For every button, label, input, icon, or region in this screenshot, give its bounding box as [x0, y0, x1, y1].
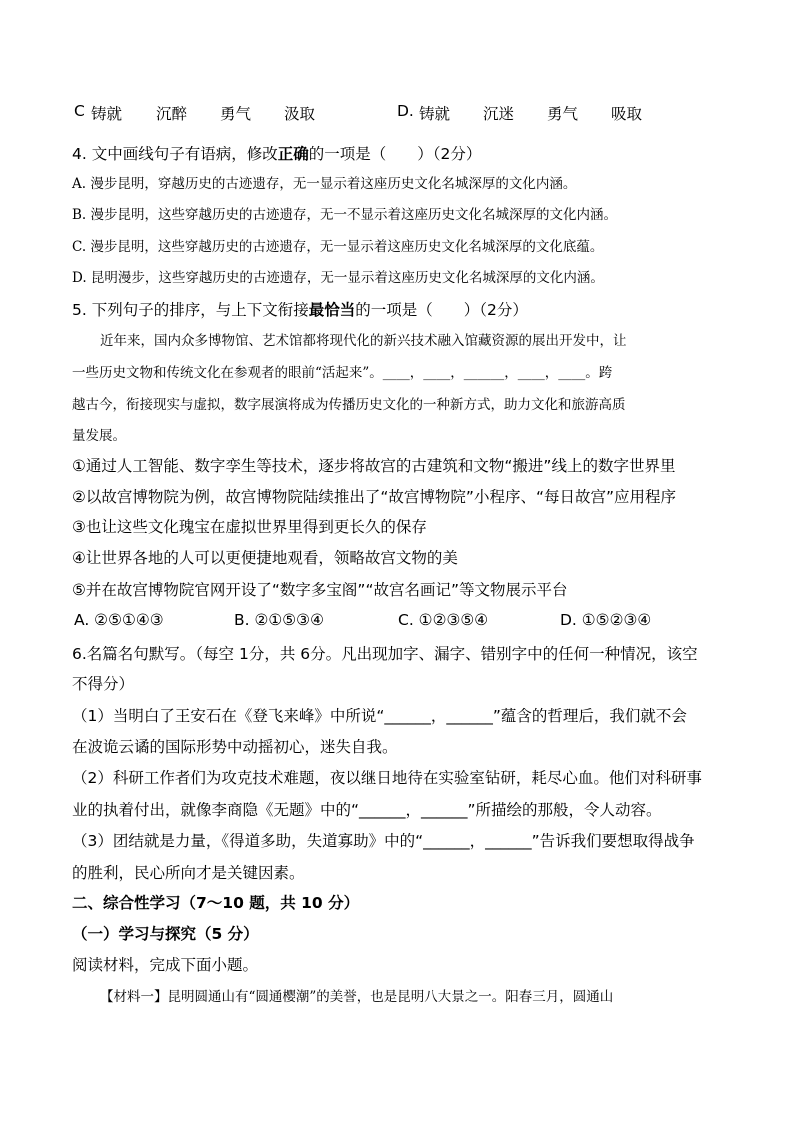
q4-option-c: C. 漫步昆明，这些穿越历史的古迹遗存，无一显示着这座历史文化名城深厚的文化底蕴。	[72, 239, 604, 255]
q5-passage-line-1: 近年来，国内众多博物馆、艺术馆都将现代化的新兴技术融入馆藏资源的展出开发中，让	[100, 333, 627, 349]
q5-choice-c: C. ①②③⑤④	[398, 611, 489, 629]
q4-option-d: D. 昆明漫步，这些穿越历史的古迹遗存，无一显示着这座历史文化名城深厚的文化内涵。	[72, 270, 604, 286]
q3-options-row	[0, 102, 794, 124]
q3-option-d-word-3: 勇气	[547, 105, 579, 123]
q5-sentence-1: ①通过人工智能、数字孪生等技术，逐步将故宫的古建筑和文物“搬进”线上的数字世界里	[72, 457, 676, 475]
q5-choice-b: B. ②①⑤③④	[234, 611, 324, 629]
q3-option-c-word-1: 铸就	[91, 105, 123, 123]
q4-stem-text: 4. 文中画线句子有语病，修改	[72, 145, 278, 163]
q4-stem-emphasis: 正确	[277, 145, 309, 163]
q4-option-a: A. 漫步昆明，穿越历史的古迹遗存，无一显示着这座历史文化名城深厚的文化内涵。	[72, 176, 577, 192]
section-2-instruction: 阅读材料，完成下面小题。	[72, 956, 259, 974]
q5-sentence-3: ③也让这些文化瑰宝在虚拟世界里得到更长久的保存	[72, 518, 427, 536]
q5-stem-text: 5. 下列句子的排序，与上下文衔接	[72, 301, 309, 319]
q5-choice-a: A. ②⑤①④③	[74, 611, 164, 629]
q5-sentence-5: ⑤并在故宫博物院官网开设了“数字多宝阁”“故宫名画记”等文物展示平台	[72, 581, 568, 599]
q6-item-1-line-2: 在波诡云谲的国际形势中动摇初心，迷失自我。	[72, 738, 398, 756]
q5-passage-line-3: 越古今，衔接现实与虚拟，数字展演将成为传播历史文化的一种新方式，助力文化和旅游高质	[72, 397, 626, 413]
q4-option-b: B. 漫步昆明，这些穿越历史的古迹遗存，无一不显示着这座历史文化名城深厚的文化内涵。	[72, 207, 618, 223]
q5-passage-line-4: 量发展。	[72, 428, 126, 444]
q6-item-3-line-1: （3）团结就是力量，《得道多助，失道寡助》中的“______，______”告诉我们要想取得战争	[72, 832, 695, 850]
section-2-subtitle: （一）学习与探究（5 分）	[72, 925, 259, 943]
q5-stem-emphasis: 最恰当	[308, 301, 356, 319]
q6-item-2-line-2: 业的执着付出，就像李商隐《无题》中的“______，______”所描绘的那般，令人动容。	[72, 801, 662, 819]
section-2-title: 二、综合性学习（7～10 题，共 10 分）	[72, 894, 360, 912]
q3-option-c-letter: C	[74, 102, 85, 120]
q3-option-c-word-3: 勇气	[220, 105, 252, 123]
q5-stem	[72, 299, 732, 321]
q5-sentence-2: ②以故宫博物院为例，故宫博物院陆续推出了“故宫博物院”小程序、“每日故宫”应用程序	[72, 488, 677, 506]
q3-option-d-letter: D.	[397, 102, 414, 120]
q6-item-2-line-1: （2）科研工作者们为攻克技术难题，夜以继日地待在实验室钻研，耗尽心血。他们对科研事	[72, 769, 702, 787]
q6-item-3-line-2: 的胜利，民心所向才是关键因素。	[72, 864, 305, 882]
q3-option-c-word-2: 沉醉	[156, 105, 188, 123]
q6-stem-line-1: 6.名篇名句默写。（每空 1分，共 6分。凡出现加字、漏字、错别字中的任何一种情况，该空	[72, 645, 698, 663]
q3-option-d-word-2: 沉迷	[483, 105, 515, 123]
q3-option-d-word-1: 铸就	[419, 105, 451, 123]
q5-choice-d: D. ①⑤②③④	[560, 611, 652, 629]
q3-option-c-word-4: 汲取	[284, 105, 316, 123]
q4-stem-tail: 的一项是（ ）（2分）	[308, 145, 482, 163]
q6-item-1-line-1: （1）当明白了王安石在《登飞来峰》中所说“______，______”蕴含的哲理后，我们就不会	[72, 707, 687, 725]
material-1-line: 【材料一】昆明圆通山有“圆通樱潮”的美誉，也是昆明八大景之一。阳春三月，圆通山	[100, 989, 614, 1005]
q5-sentence-4: ④让世界各地的人可以更便捷地观看，领略故宫文物的美	[72, 549, 458, 567]
q5-stem-tail: 的一项是（ ）（2分）	[355, 301, 528, 319]
q5-choices-row	[0, 611, 794, 633]
q6-stem-line-2: 不得分）	[72, 675, 135, 693]
q5-passage-line-2: 一些历史文物和传统文化在参观者的眼前“活起来”。____，____，______，____，____。跨	[72, 365, 613, 381]
q4-stem	[72, 143, 732, 165]
q3-option-d-word-4: 吸取	[611, 105, 643, 123]
